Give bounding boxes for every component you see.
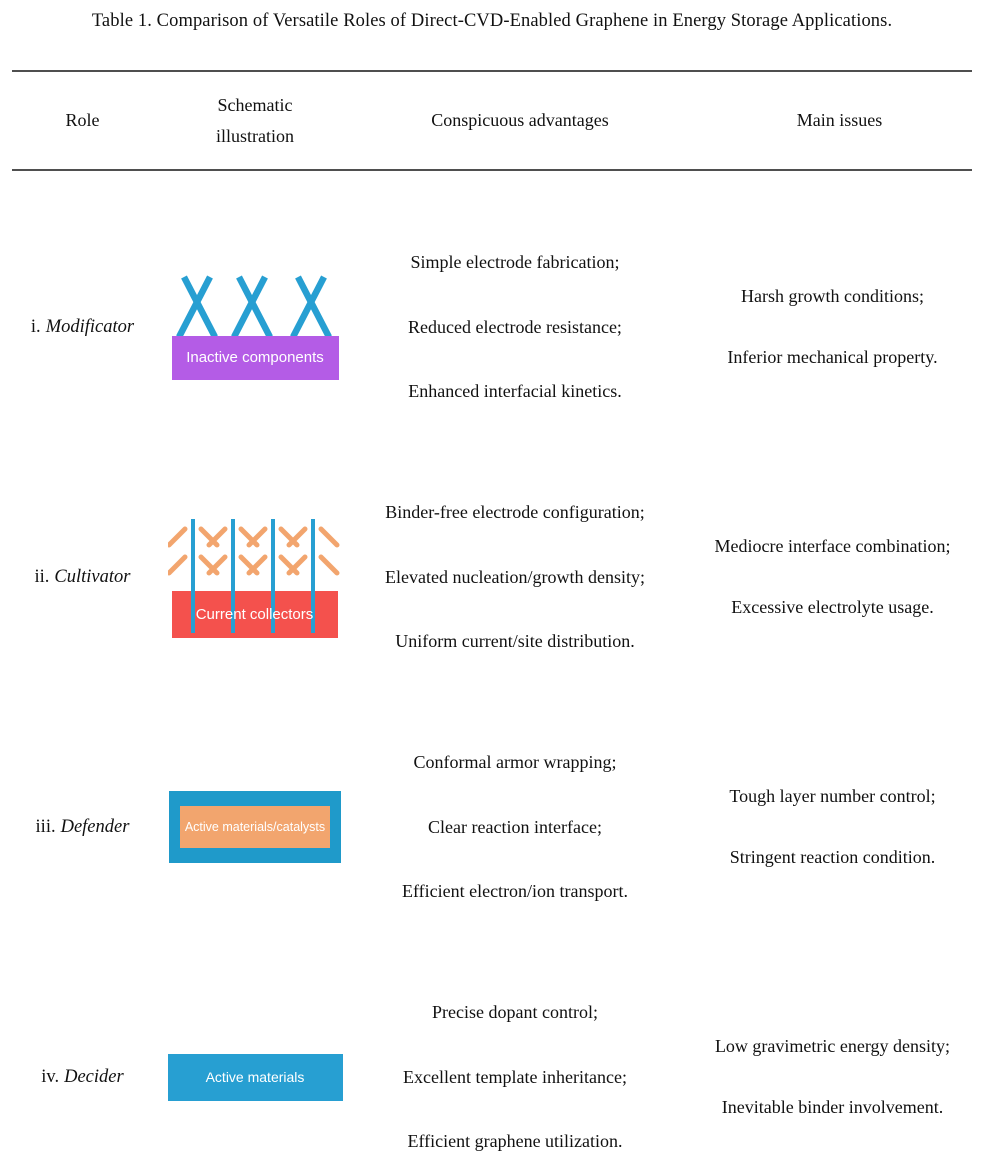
issues-cell-cultivator bbox=[695, 452, 984, 702]
role-index: iii. bbox=[35, 816, 56, 837]
role-label-decider bbox=[0, 952, 165, 1161]
column-header-role: Role bbox=[65, 110, 100, 130]
advantage-item: Efficient electron/ion transport. bbox=[401, 881, 629, 902]
issues-cell-modificator bbox=[695, 202, 984, 452]
advantage-item: Simple electrode fabrication; bbox=[410, 251, 620, 272]
role-name: Decider bbox=[64, 1066, 124, 1087]
role-name: Defender bbox=[60, 816, 130, 837]
advantage-item: Efficient graphene utilization. bbox=[407, 1131, 623, 1152]
current-collectors-label-wrap bbox=[172, 591, 338, 638]
current-collectors-label: Current collectors bbox=[195, 606, 314, 623]
graphene-x-marks-icon bbox=[168, 275, 343, 339]
advantage-item: Clear reaction interface; bbox=[428, 816, 602, 837]
issue-item: Inevitable binder involvement. bbox=[721, 1097, 944, 1117]
graphene-shell-box bbox=[169, 791, 341, 863]
inactive-components-box bbox=[172, 336, 339, 380]
column-header-advantages: Conspicuous advantages bbox=[431, 110, 609, 130]
column-header-schematic bbox=[165, 90, 345, 152]
column-header-schematic-label: Schematic illustration bbox=[216, 94, 294, 146]
schematic-modificator bbox=[168, 275, 343, 380]
role-label-cultivator bbox=[0, 452, 165, 702]
role-name: Cultivator bbox=[54, 566, 131, 587]
advantages-cell-defender bbox=[345, 702, 695, 952]
active-materials-label: Active materials bbox=[205, 1069, 305, 1085]
table-body bbox=[0, 202, 984, 1161]
schematic-cultivator bbox=[168, 516, 343, 638]
advantage-item: Excellent template inheritance; bbox=[403, 1066, 627, 1087]
table-row-decider bbox=[0, 952, 984, 1161]
advantages-cell-decider bbox=[345, 952, 695, 1161]
advantage-item: Enhanced interfacial kinetics. bbox=[408, 381, 622, 402]
role-index: ii. bbox=[34, 566, 50, 587]
issue-item: Mediocre interface combination; bbox=[714, 536, 951, 557]
issue-item: Tough layer number control; bbox=[729, 786, 936, 807]
x-mark-icon bbox=[234, 277, 270, 337]
advantage-item: Elevated nucleation/growth density; bbox=[385, 566, 645, 587]
column-header-issues: Main issues bbox=[796, 110, 883, 130]
schematic-cell-decider bbox=[165, 952, 345, 1161]
advantage-item: Reduced electrode resistance; bbox=[408, 316, 622, 337]
schematic-cell-defender bbox=[165, 702, 345, 952]
issue-item: Inferior mechanical property. bbox=[727, 347, 938, 367]
role-label-defender bbox=[0, 702, 165, 952]
active-materials-catalysts-box bbox=[180, 806, 330, 848]
x-mark-icon bbox=[179, 277, 215, 337]
role-label-modificator bbox=[0, 202, 165, 452]
inactive-components-label: Inactive components bbox=[186, 349, 324, 366]
advantages-cell-modificator bbox=[345, 202, 695, 452]
issue-item: Stringent reaction condition. bbox=[729, 847, 936, 867]
issue-item: Excessive electrolyte usage. bbox=[731, 597, 934, 617]
issue-item: Low gravimetric energy density; bbox=[714, 1036, 951, 1057]
table-header-row bbox=[0, 72, 984, 169]
table-row-defender bbox=[0, 702, 984, 952]
active-materials-box bbox=[168, 1054, 343, 1101]
schematic-cell-cultivator bbox=[165, 452, 345, 702]
x-mark-icon bbox=[293, 277, 329, 337]
role-index: i. bbox=[30, 316, 41, 337]
advantage-item: Uniform current/site distribution. bbox=[395, 631, 635, 652]
table-row-modificator bbox=[0, 202, 984, 452]
advantage-item: Precise dopant control; bbox=[432, 1001, 598, 1022]
issue-item: Harsh growth conditions; bbox=[741, 286, 924, 307]
role-index: iv. bbox=[41, 1066, 60, 1087]
schematic-cell-modificator bbox=[165, 202, 345, 452]
issues-cell-defender bbox=[695, 702, 984, 952]
advantages-cell-cultivator bbox=[345, 452, 695, 702]
advantage-item: Binder-free electrode configuration; bbox=[385, 501, 645, 522]
table-row-cultivator bbox=[0, 452, 984, 702]
table-caption: Table 1. Comparison of Versatile Roles of Direct-CVD-Enabled Graphene in Energy Storage Applications. bbox=[91, 11, 893, 31]
advantage-item: Conformal armor wrapping; bbox=[413, 751, 617, 772]
table-header-rule bbox=[12, 169, 972, 171]
role-name: Modificator bbox=[45, 316, 135, 337]
issues-cell-decider bbox=[695, 952, 984, 1161]
active-materials-catalysts-label: Active materials/catalysts bbox=[184, 820, 326, 834]
